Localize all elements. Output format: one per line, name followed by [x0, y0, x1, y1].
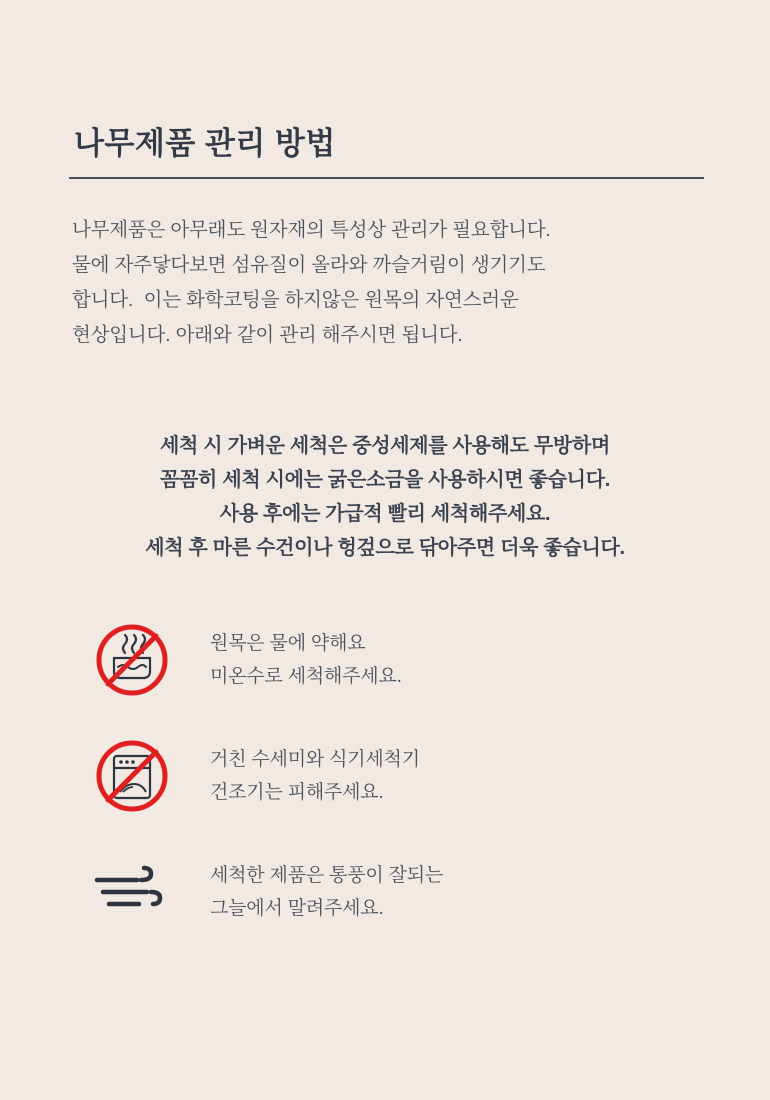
tip-text: [210, 743, 420, 809]
intro-line: 물에 자주닿다보면 섬유질이 올라와 까슬거림이 생기기도: [72, 254, 546, 276]
highlight-line: 사용 후에는 가급적 빨리 세척해주세요.: [219, 503, 551, 525]
tip-line: 원목은 물에 약해요: [210, 633, 366, 654]
tip-text: [210, 859, 443, 925]
intro-line: 합니다. 이는 화학코팅을 하지않은 원목의 자연스러운: [72, 289, 519, 311]
intro-line: 나무제품은 아무래도 원자재의 특성상 관리가 필요합니다.: [72, 219, 551, 241]
intro-line: 현상입니다. 아래와 같이 관리 해주시면 됩니다.: [72, 324, 463, 346]
tip-line: 건조기는 피해주세요.: [210, 782, 384, 803]
tip-line: 세척한 제품은 통풍이 잘되는: [210, 865, 444, 886]
page-title: 나무제품 관리 방법: [74, 126, 336, 161]
list-item: [86, 737, 702, 815]
no-hot-water-soak-icon: [86, 621, 178, 699]
highlight-line: 꼼꼼히 세척 시에는 굵은소금을 사용하시면 좋습니다.: [160, 469, 610, 491]
tips-list: [86, 621, 702, 931]
highlight-paragraph: [68, 429, 702, 565]
title-divider: [69, 177, 704, 179]
tip-line: 그늘에서 말려주세요.: [210, 898, 384, 919]
tip-line: 거친 수세미와 식기세척기: [210, 749, 420, 770]
highlight-line: 세척 시 가벼운 세척은 중성세제를 사용해도 무방하며: [160, 435, 610, 457]
tip-text: [210, 627, 402, 693]
air-dry-wind-icon: [86, 853, 178, 931]
tip-line: 미온수로 세척해주세요.: [210, 666, 402, 687]
highlight-line: 세척 후 마른 수건이나 헝겊으로 닦아주면 더욱 좋습니다.: [145, 537, 625, 559]
intro-paragraph: [72, 213, 702, 353]
list-item: [86, 621, 702, 699]
list-item: [86, 853, 702, 931]
no-dishwasher-icon: [86, 737, 178, 815]
